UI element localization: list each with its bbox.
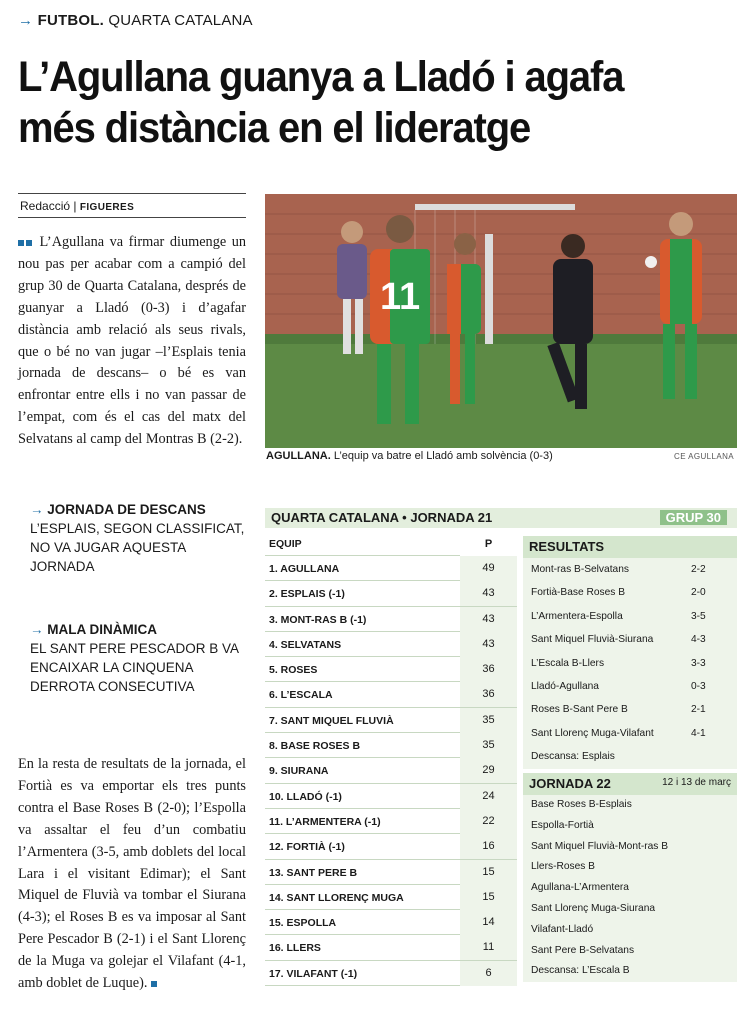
result-row [523,652,737,675]
result-row [523,722,737,745]
standings-row [265,834,517,859]
sidebar-highlight-heading [30,622,245,637]
section-kicker [18,12,253,29]
standings-team: 9. SIURANA [269,765,329,778]
match-photo [265,194,737,448]
standings-points: 49 [460,556,517,581]
standings-column-headers [265,534,517,556]
standings-team: 6. L’ESCALA [269,689,333,702]
next-round-rows [523,795,737,982]
fixture-row: Base Roses B-Esplais [531,799,632,810]
headline [18,52,680,154]
sidebar-highlight-text: L’ESPLAIS, SEGON CLASSIFICAT, NO VA JUGAR AQUESTA JORNADA [30,521,245,574]
kicker-subsection: QUARTA CATALANA [108,12,253,29]
next-round-title: JORNADA 22 [529,776,611,791]
standings-team: 10. LLADÓ (-1) [269,790,342,803]
standings-row [265,607,517,632]
standings-points: 14 [460,910,517,935]
standings-row [265,961,517,986]
standings-row [265,935,517,960]
standings-team: 1. AGULLANA [269,563,340,575]
sidebar-highlight [30,622,245,696]
standings-points: 43 [460,607,517,632]
standings-table-header [265,508,737,528]
byline-place: FIGUERES [79,202,135,213]
standings-row [265,809,517,834]
result-match: Descansa: Esplais [531,751,615,763]
arrow-right-icon: → [18,12,34,29]
result-score: 0-3 [691,680,706,692]
article-body-intro-text: L’Agullana va firmar diumenge un nou pas per acabar com a campió del grup 30 de Quarta Catalana, després de guanyar a Lladó (0-3) i d’agafar distància amb relació als seus rivals, que o bé no van jugar –l’Esplais tenia jornada de descans– o bé es van enfrontar entre ells i no van passar de l’empat, com és el cas del matx del Selvatans al camp del Montras B (2-2). [18,234,247,448]
standings-team: 5. ROSES [269,664,318,677]
standings-row [265,657,517,682]
result-match: Sant Miquel Fluvià-Siurana [531,634,654,646]
standings-row [265,556,517,581]
result-row [523,698,737,721]
standings-points: 35 [460,733,517,758]
result-score: 2-0 [691,587,706,599]
result-row [523,605,737,628]
standings-points: 6 [460,961,517,986]
standings-team: 15. ESPOLLA [269,917,337,930]
result-match: Mont-ras B-Selvatans [531,564,629,575]
result-score: 2-2 [691,564,706,575]
standings-points: 36 [460,657,517,682]
result-match: Sant Llorenç Muga-Vilafant [531,727,654,739]
fixture-row: Descansa: L’Escala B [531,965,630,977]
standings-row [265,708,517,733]
caption-title: AGULLANA. [266,450,331,462]
standings-row [265,885,517,910]
caption-text: L’equip va batre el Lladó amb solvència (0-3) [333,450,553,462]
fixture-row: Sant Pere B-Selvatans [531,944,635,956]
fixture-row: Llers-Roses B [531,861,595,873]
result-match: Fortià-Base Roses B [531,587,625,599]
standings-row [265,910,517,935]
standings-row [265,733,517,758]
standings-row [265,682,517,707]
standings-points: 29 [460,758,517,783]
result-score: 3-5 [691,610,706,622]
paragraph-marker-icon [18,240,24,246]
byline: Redacció | FIGUERES [18,193,246,218]
result-row [523,675,737,698]
result-row [523,581,737,604]
fixture-row: Agullana-L’Armentera [531,882,629,894]
svg-text:11: 11 [380,276,421,318]
result-score: 3-3 [691,657,706,669]
result-match: L’Escala B-Llers [531,657,605,669]
sidebar-heading-text: MALA DINÀMICA [47,622,157,637]
standings-points: 35 [460,708,517,733]
standings-row [265,758,517,783]
fixture-row: Vilafant-Lladó [531,923,594,935]
headline-line-2: més distància en el lideratge [18,104,531,152]
standings-points: 16 [460,834,517,859]
article-body-rest [18,754,246,995]
sidebar-heading-text: JORNADA DE DESCANS [47,502,206,517]
standings-points: 43 [460,632,517,657]
column-header-team: EQUIP [269,538,302,550]
sidebar-highlight-heading [30,502,245,517]
article-body-intro [18,232,246,451]
standings-table [265,534,517,986]
standings-team: 4. SELVATANS [269,638,342,651]
arrow-right-icon: → [30,622,44,637]
standings-team: 2. ESPLAIS (-1) [269,588,345,601]
result-match: Roses B-Sant Pere B [531,704,628,716]
column-header-points: P [460,534,517,559]
headline-line-1: L’Agullana guanya a Lladó i agafa [18,53,624,101]
standings-team: 13. SANT PERE B [269,866,358,879]
standings-team: 7. SANT MIQUEL FLUVIÀ [269,714,394,727]
standings-points: 15 [460,885,517,910]
standings-team: 3. MONT-RAS B (-1) [269,613,367,626]
standings-team: 14. SANT LLORENÇ MUGA [269,891,404,904]
article-body-rest-text: En la resta de resultats de la jornada, el Fortià es va emportar els tres punts contra el Base Roses B (2-0); l’Espolla va assaltar el feu d’un combatiu l’Armentera (3-5, amb doblets del local Lara i el visitant Edimar); el Sant Miquel de Fluvià va tombar el Siurana (4-3); el Roses B es va imposar al Sant Pere Pescador B (2-1) i el Sant Llorenç de la Muga va golejar el Vilafant (4-1, amb doblet de Luque). [18,756,246,992]
standings-row [265,860,517,885]
standings-team: 16. LLERS [269,942,321,955]
standings-row [265,784,517,809]
result-row [523,628,737,651]
results-box [523,536,737,769]
photo-credit: CE AGULLANA [674,452,734,461]
end-marker-icon [151,981,157,987]
group-badge: GRUP 30 [660,510,727,525]
standings-points: 22 [460,809,517,834]
result-score: 2-1 [691,704,706,716]
standings-title: QUARTA CATALANA • JORNADA 21 [271,510,493,525]
standings-team: 11. L’ARMENTERA (-1) [269,815,381,828]
results-rows [523,558,737,769]
results-title: RESULTATS [523,536,737,558]
paragraph-marker-icon [26,240,32,246]
fixture-row: Sant Miquel Fluvià-Mont-ras B [531,840,669,852]
photo-caption [266,450,736,462]
standings-rows [265,556,517,986]
standings-team: 8. BASE ROSES B [269,740,361,753]
standings-points: 15 [460,860,517,885]
standings-row [265,581,517,606]
result-row [523,558,737,581]
fixture-row: Sant Llorenç Muga-Siurana [531,902,656,914]
standings-points: 36 [460,682,517,707]
result-match: L’Armentera-Espolla [531,610,623,622]
result-score: 4-1 [691,727,706,739]
result-match: Lladó-Agullana [531,680,599,692]
kicker-section: FUTBOL. [37,12,104,29]
byline-author: Redacció [20,199,71,213]
result-score: 4-3 [691,634,706,646]
standings-points: 11 [460,935,517,960]
sidebar-highlight-text: EL SANT PERE PESCADOR B VA ENCAIXAR LA CINQUENA DERROTA CONSECUTIVA [30,641,239,694]
result-row [523,745,737,768]
sidebar-highlight [30,502,245,576]
next-round-header [523,773,737,795]
standings-team: 17. VILAFANT (-1) [269,967,358,980]
next-round-date: 12 i 13 de març [662,777,731,788]
next-round-box [523,773,737,982]
standings-row [265,632,517,657]
match-photo-illustration [265,194,737,448]
standings-points: 43 [460,581,517,606]
standings-team: 12. FORTIÀ (-1) [269,841,345,854]
arrow-right-icon: → [30,502,44,517]
standings-points: 24 [460,784,517,809]
fixture-row: Espolla-Fortià [531,819,594,831]
